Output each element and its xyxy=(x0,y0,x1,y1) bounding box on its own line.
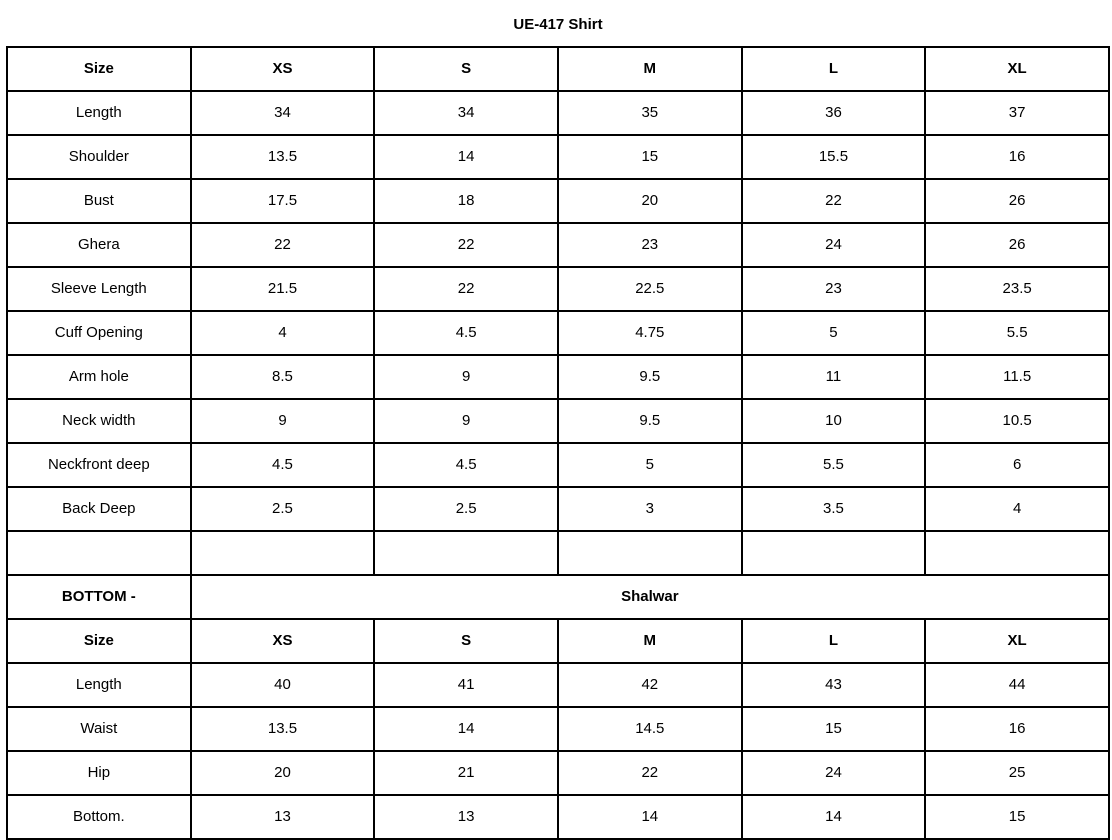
table-row xyxy=(7,135,1109,179)
table-row xyxy=(7,223,1109,267)
cell-value: 35 xyxy=(558,91,742,135)
size-chart-document xyxy=(0,4,1112,825)
cell-value: 42 xyxy=(558,663,742,707)
cell-value: 24 xyxy=(742,223,926,267)
row-label: Bust xyxy=(7,179,191,223)
cell-value: 13.5 xyxy=(191,707,375,751)
cell-value: 17.5 xyxy=(191,179,375,223)
table-row xyxy=(7,179,1109,223)
cell-value: 14.5 xyxy=(558,707,742,751)
row-label: Back Deep xyxy=(7,487,191,531)
table-row xyxy=(7,487,1109,531)
column-header-xs: XS xyxy=(191,619,375,663)
row-label: Arm hole xyxy=(7,355,191,399)
spacer-cell xyxy=(742,531,926,575)
cell-value: 15 xyxy=(558,135,742,179)
cell-value: 18 xyxy=(374,179,558,223)
row-label: Ghera xyxy=(7,223,191,267)
spacer-cell xyxy=(7,531,191,575)
cell-value: 16 xyxy=(925,707,1109,751)
cell-value: 21.5 xyxy=(191,267,375,311)
cell-value: 25 xyxy=(925,751,1109,795)
cell-value: 5 xyxy=(558,443,742,487)
cell-value: 13.5 xyxy=(191,135,375,179)
column-header-xl: XL xyxy=(925,47,1109,91)
row-label: Length xyxy=(7,91,191,135)
table-row xyxy=(7,311,1109,355)
cell-value: 14 xyxy=(742,795,926,839)
cell-value: 4.5 xyxy=(191,443,375,487)
cell-value: 22 xyxy=(374,223,558,267)
cell-value: 13 xyxy=(374,795,558,839)
cell-value: 8.5 xyxy=(191,355,375,399)
cell-value: 5.5 xyxy=(742,443,926,487)
cell-value: 16 xyxy=(925,135,1109,179)
cell-value: 9 xyxy=(191,399,375,443)
document-title: UE-417 Shirt xyxy=(7,4,1109,47)
cell-value: 2.5 xyxy=(374,487,558,531)
cell-value: 41 xyxy=(374,663,558,707)
row-label: Sleeve Length xyxy=(7,267,191,311)
row-label: Neck width xyxy=(7,399,191,443)
cell-value: 43 xyxy=(742,663,926,707)
column-header-s: S xyxy=(374,47,558,91)
column-header-m: M xyxy=(558,47,742,91)
row-label: Neckfront deep xyxy=(7,443,191,487)
title-row xyxy=(7,4,1109,47)
cell-value: 9.5 xyxy=(558,355,742,399)
cell-value: 4.5 xyxy=(374,443,558,487)
table-row xyxy=(7,751,1109,795)
cell-value: 22 xyxy=(742,179,926,223)
table-row xyxy=(7,91,1109,135)
section-separator-row xyxy=(7,531,1109,575)
cell-value: 3.5 xyxy=(742,487,926,531)
table-row xyxy=(7,663,1109,707)
row-label: Cuff Opening xyxy=(7,311,191,355)
column-header-s: S xyxy=(374,619,558,663)
cell-value: 4.5 xyxy=(374,311,558,355)
cell-value: 34 xyxy=(191,91,375,135)
cell-value: 15.5 xyxy=(742,135,926,179)
cell-value: 23.5 xyxy=(925,267,1109,311)
cell-value: 5 xyxy=(742,311,926,355)
size-chart-body xyxy=(7,4,1109,839)
cell-value: 13 xyxy=(191,795,375,839)
cell-value: 15 xyxy=(742,707,926,751)
cell-value: 14 xyxy=(374,707,558,751)
cell-value: 9.5 xyxy=(558,399,742,443)
bottom-section-title-row xyxy=(7,575,1109,619)
size-chart-table xyxy=(6,4,1110,840)
cell-value: 2.5 xyxy=(191,487,375,531)
column-header-xs: XS xyxy=(191,47,375,91)
column-header-l: L xyxy=(742,619,926,663)
column-header-size: Size xyxy=(7,619,191,663)
table-row xyxy=(7,443,1109,487)
cell-value: 9 xyxy=(374,399,558,443)
cell-value: 4 xyxy=(191,311,375,355)
cell-value: 11 xyxy=(742,355,926,399)
spacer-cell xyxy=(558,531,742,575)
table-row xyxy=(7,707,1109,751)
column-header-m: M xyxy=(558,619,742,663)
cell-value: 40 xyxy=(191,663,375,707)
table-row xyxy=(7,795,1109,839)
cell-value: 22 xyxy=(374,267,558,311)
row-label: Shoulder xyxy=(7,135,191,179)
row-label: Bottom. xyxy=(7,795,191,839)
cell-value: 20 xyxy=(191,751,375,795)
column-header-l: L xyxy=(742,47,926,91)
column-header-xl: XL xyxy=(925,619,1109,663)
cell-value: 23 xyxy=(558,223,742,267)
cell-value: 36 xyxy=(742,91,926,135)
cell-value: 10.5 xyxy=(925,399,1109,443)
cell-value: 10 xyxy=(742,399,926,443)
cell-value: 6 xyxy=(925,443,1109,487)
cell-value: 23 xyxy=(742,267,926,311)
row-label: Hip xyxy=(7,751,191,795)
column-header-size: Size xyxy=(7,47,191,91)
cell-value: 4 xyxy=(925,487,1109,531)
cell-value: 26 xyxy=(925,179,1109,223)
spacer-cell xyxy=(374,531,558,575)
cell-value: 22.5 xyxy=(558,267,742,311)
top-header-row xyxy=(7,47,1109,91)
cell-value: 9 xyxy=(374,355,558,399)
cell-value: 11.5 xyxy=(925,355,1109,399)
spacer-cell xyxy=(925,531,1109,575)
cell-value: 3 xyxy=(558,487,742,531)
cell-value: 26 xyxy=(925,223,1109,267)
cell-value: 44 xyxy=(925,663,1109,707)
cell-value: 15 xyxy=(925,795,1109,839)
cell-value: 21 xyxy=(374,751,558,795)
bottom-section-kind: Shalwar xyxy=(191,575,1109,619)
cell-value: 14 xyxy=(558,795,742,839)
cell-value: 5.5 xyxy=(925,311,1109,355)
cell-value: 34 xyxy=(374,91,558,135)
cell-value: 37 xyxy=(925,91,1109,135)
row-label: Waist xyxy=(7,707,191,751)
cell-value: 20 xyxy=(558,179,742,223)
row-label: Length xyxy=(7,663,191,707)
spacer-cell xyxy=(191,531,375,575)
bottom-section-label: BOTTOM - xyxy=(7,575,191,619)
table-row xyxy=(7,267,1109,311)
cell-value: 14 xyxy=(374,135,558,179)
table-row xyxy=(7,355,1109,399)
cell-value: 4.75 xyxy=(558,311,742,355)
cell-value: 22 xyxy=(191,223,375,267)
cell-value: 22 xyxy=(558,751,742,795)
cell-value: 24 xyxy=(742,751,926,795)
table-row xyxy=(7,399,1109,443)
bottom-header-row xyxy=(7,619,1109,663)
